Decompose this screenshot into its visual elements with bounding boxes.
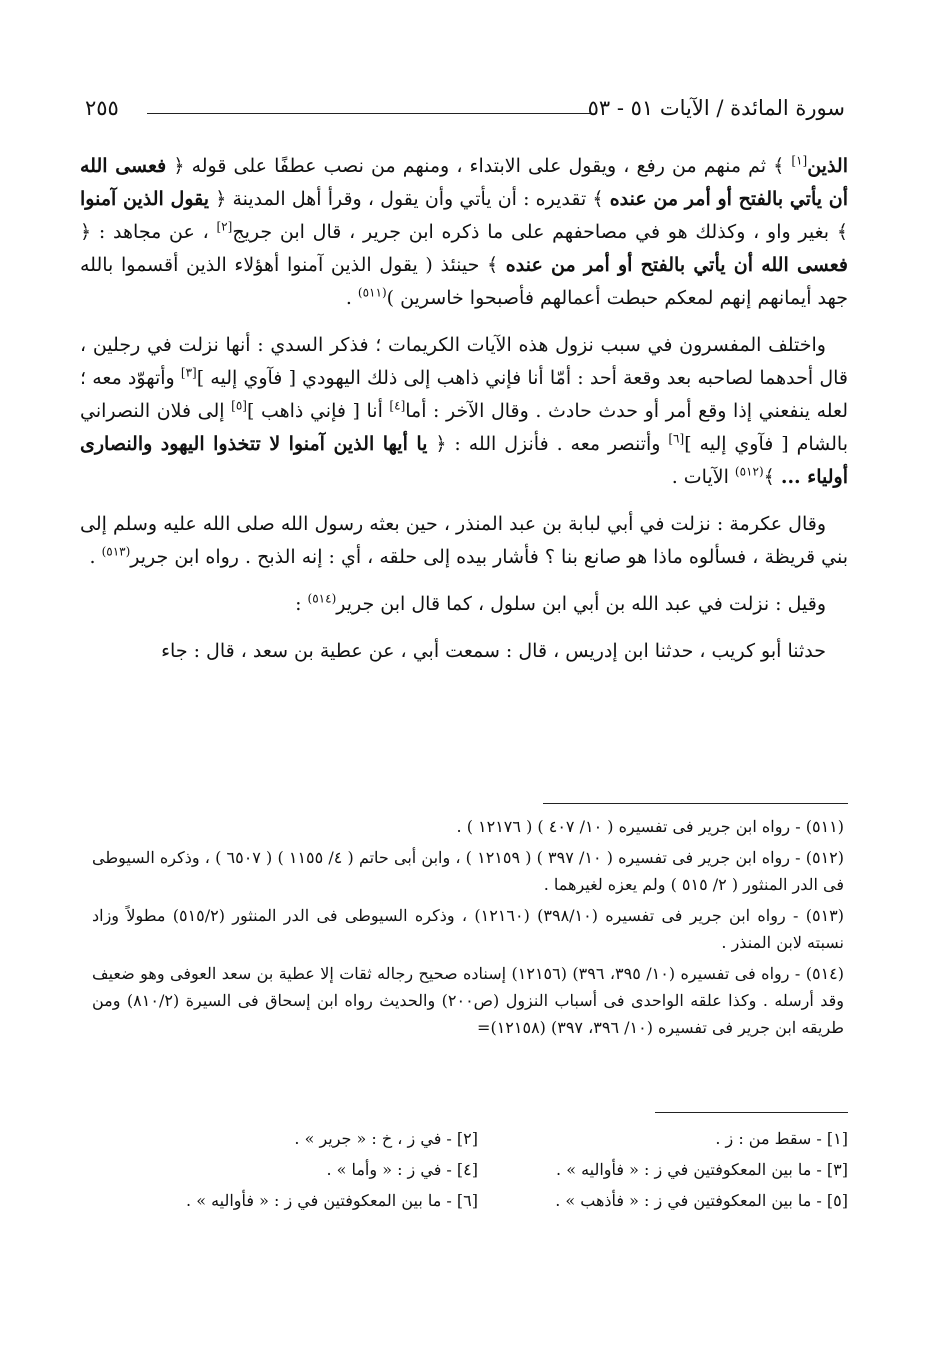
variant-note: [٣] - ما بين المعكوفتين في ز : « فأواليه » . [556,1160,848,1179]
variant-marker: [٢] [216,219,233,234]
paragraph-4 [80,588,848,621]
quran-quote: يقول الذين آمنوا [80,188,210,210]
text-run: ﴾ [763,466,781,488]
footnote-513: (٥١٣) - رواه ابن جرير فى تفسيره (٣٩٨/١٠) (١٢١٦٠) ، وذكره السيوطى فى الدر المنثور (٥١٥/٢) مطولاً وزاد نسبته لابن المنذر . [92,906,844,952]
variant-note: [٥] - ما بين المعكوفتين في ز : « فأذهب » . [555,1191,848,1210]
variant-note: [٢] - في ز ، خ : « جرير » . [294,1129,478,1148]
text-run: . [345,287,358,309]
text-run: ﴾ حينئذ ( يقول الذين آمنوا أهؤلاء الذين أقسموا بالله جهد أيمانهم إنهم لمعكم حبطت أعمالهم فأصبحوا خاسرين ) [80,254,848,309]
footnote-512: (٥١٢) - رواه ابن جرير فى تفسيره ( ١٠/ ٣٩٧ ) ( ١٢١٥٩ ) ، وابن أبى حاتم ( ٤/ ١١٥٥ ) ( ٦٥٠٧ ) ، وذكره السيوطى فى الدر المنثور ( ٢/ ٥١٥ ) ولم يعزه لغيرهما . [92,848,845,894]
footnote-marker: (٥١٢) [734,464,764,479]
quran-fragment: الذين [807,155,848,177]
footnotes [92,813,844,1045]
text-run: وأتنصر معه . فأنزل الله : ﴿ [427,433,669,455]
text-run: إلى فلان النصراني بالشام [ فآوي إليه ] [80,400,848,455]
main-text [80,150,848,682]
text-run: وقيل : نزلت في عبد الله بن أبي ابن سلول ، كما قال ابن جرير [336,593,826,615]
variant-row [92,1123,848,1154]
text-run: أنا [ فإني ذاهب ] [246,400,390,422]
variant-marker: [١] [791,153,808,168]
variant-row [92,1154,848,1185]
header-rule [147,113,590,114]
running-header [85,96,845,126]
surah-verse-title: سورة المائدة / الآيات ٥١ - ٥٣ [587,96,845,120]
text-run: ﴾ ثم منهم من رفع ، ويقول على الابتداء ، ومنهم من نصب عطفًا على قوله ﴿ [166,155,792,177]
text-run: . [89,546,102,568]
paragraph-3 [80,508,848,574]
text-run: ﴾ تقديره : أن يأتي وأن يقول ، وقرأ أهل المدينة ﴿ [209,188,610,210]
quran-quote: فعسى الله أن يأتي بالفتح أو أمر من عنده [505,254,848,276]
variant-row [92,1185,848,1216]
text-run: واختلف المفسرون في سبب نزول هذه الآيات الكريمات ؛ فذكر السدي : أنها نزلت في رجلين ، قال أحدهما لصاحبه بعد وقعة أحد : أمّا أنا فإني ذاهب إلى ذلك اليهودي [ فآوي إليه ] [80,334,848,389]
footnote-marker: (٥١٣) [101,544,131,559]
footnote-514: (٥١٤) - رواه فى تفسيره (١٠/ ٣٩٥، ٣٩٦) (١٢١٥٦) إسناده صحيح رجاله ثقات إلا عطية بن سعد العوفى وهو ضعيف وقد أرسله . وكذا علقه الواحدى فى أسباب النزول (ص٢٠٠) والحديث رواه ابن إسحاق فى السيرة (٨١٠/٢) ومن طريقه ابن جرير فى تفسيره (١٠/ ٣٩٦، ٣٩٧) (١٢١٥٨)= [92,964,845,1037]
paragraph-5: حدثنا أبو كريب ، حدثنا ابن إدريس ، قال : سمعت أبي ، عن عطية بن سعد ، قال : جاء [161,640,826,662]
text-run: : [295,593,308,615]
paragraph-2 [80,329,848,494]
text-run: ﴾ بغير واو ، وكذلك هو في مصاحفهم على ما ذكره ابن جرير ، قال ابن جريج [232,221,848,243]
variant-note: [٤] - في ز : « وأما » . [326,1160,478,1179]
variants-separator [655,1112,848,1113]
variant-marker: [٤] [389,398,406,413]
text-run: وقال عكرمة : نزلت في أبي لبابة بن عبد المنذر ، حين بعثه رسول الله صلى الله عليه وسلم إلى بني قريظة ، فسألوه ماذا هو صانع بنا ؟ فأشار بيده إلى حلقه ، أي : إنه الذبح . رواه ابن جرير [80,513,848,568]
footnote-marker: (٥١٤) [307,591,337,606]
text-run: ، عن مجاهد : ﴿ [80,221,217,243]
page-number: ٢٥٥ [85,96,119,120]
variant-note: [٦] - ما بين المعكوفتين في ز : « فأواليه » . [186,1191,478,1210]
variant-marker: [٣] [180,365,197,380]
footnote-511: (٥١١) - رواه ابن جرير فى تفسيره ( ١٠/ ٤٠٧ ) ( ١٢١٧٦ ) . [456,817,844,836]
variant-note: [١] - سقط من : ز . [715,1129,848,1148]
manuscript-variants [92,1123,848,1216]
variant-marker: [٥] [231,398,247,413]
quran-quote: فعسى الله أن يأتي بالفتح أو أمر من عنده [80,155,848,210]
text-run: وأتهوّد معه ؛ لعله ينفعني إذا وقع أمر أو حدث حادث . وقال الآخر : أما [80,367,849,422]
text-run: الآيات . [671,466,735,488]
quran-quote: يا أيها الذين آمنوا لا تتخذوا اليهود والنصارى أولياء ... [80,433,848,488]
paragraph-1 [80,150,848,315]
variant-marker: [٦] [668,431,685,446]
footnote-separator [543,803,848,804]
footnote-marker: (٥١١) [357,285,387,300]
